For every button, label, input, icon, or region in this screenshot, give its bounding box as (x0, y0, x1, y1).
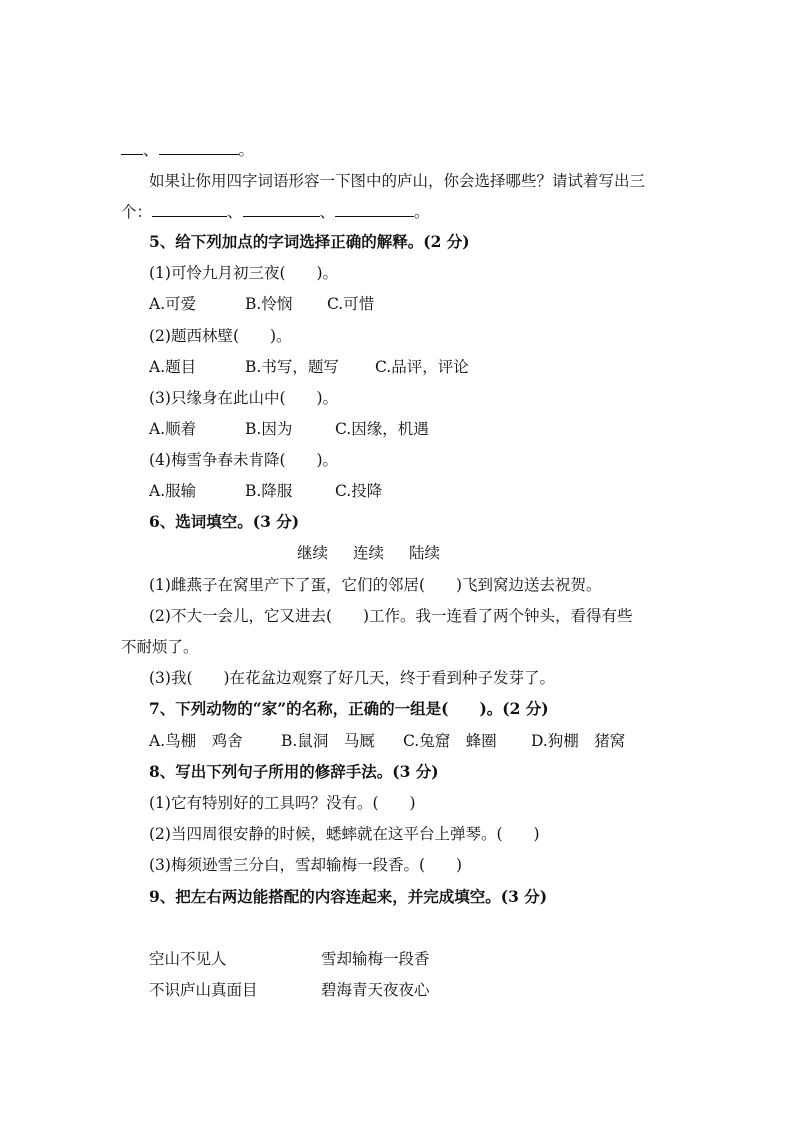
q5-item-2-options (149, 357, 469, 377)
answer-blank[interactable] (121, 140, 143, 155)
q5-item-4: (4)梅雪争春未肯降( )。 (149, 451, 339, 469)
q6-sentence-2: (2)不大一会儿，它又进去( )工作。我一连看了两个钟头，看得有些 (149, 607, 633, 625)
option-d[interactable]: D.狗棚 猪窝 (531, 732, 626, 750)
prompt-line: 如果让你用四字词语形容一下图中的庐山，你会选择哪些？请试着写出三 (149, 172, 646, 190)
option-b[interactable]: B.书写，题写 (245, 358, 339, 376)
answer-blanks-line: 个： 、 、 。 (121, 203, 430, 221)
match-left-2[interactable]: 不识庐山真面目 (149, 981, 258, 999)
option-a[interactable]: A.服输 (149, 482, 197, 500)
match-right-1[interactable]: 雪却输梅一段香 (321, 950, 430, 968)
question-9-title: 9、把左右两边能搭配的内容连起来，并完成填空。(3 分) (149, 887, 548, 906)
question-8-title: 8、写出下列句子所用的修辞手法。(3 分) (149, 762, 439, 781)
option-c[interactable]: C.兔窟 蜂圈 (403, 732, 497, 750)
q6-word-bank (297, 543, 440, 563)
option-b[interactable]: B.降服 (245, 482, 293, 500)
q5-item-1: (1)可怜九月初三夜( )。 (149, 264, 339, 282)
answer-blank[interactable] (159, 140, 239, 155)
match-right-2[interactable]: 碧海青天夜夜心 (321, 981, 430, 999)
option-c[interactable]: C.可惜 (327, 295, 375, 313)
q8-sentence-3: (3)梅须逊雪三分白，雪却输梅一段香。( ) (149, 856, 463, 874)
answer-blank[interactable] (243, 202, 320, 217)
option-a[interactable]: A.题目 (149, 358, 197, 376)
question-6-title: 6、选词填空。(3 分) (149, 512, 300, 531)
option-c[interactable]: C.品评，评论 (375, 358, 469, 376)
q8-sentence-2: (2)当四周很安静的时候，蟋蟀就在这平台上弹琴。( ) (149, 825, 540, 843)
option-c[interactable]: C.投降 (335, 482, 383, 500)
question-5-title: 5、给下列加点的字词选择正确的解释。(2 分) (149, 232, 470, 251)
option-a[interactable]: A.可爱 (149, 295, 197, 313)
option-a[interactable]: A.鸟棚 鸡舍 (149, 732, 243, 750)
q6-sentence-3: (3)我( )在花盆边观察了好几天，终于看到种子发芽了。 (149, 669, 556, 687)
answer-blanks-line: 、 。 (121, 140, 254, 160)
q6-sentence-1: (1)雌燕子在窝里产下了蛋，它们的邻居( )飞到窝边送去祝贺。 (149, 576, 602, 594)
option-b[interactable]: B.怜悯 (245, 295, 293, 313)
q8-sentence-1: (1)它有特别好的工具吗？没有。( ) (149, 794, 416, 812)
q6-sentence-2-cont: 不耐烦了。 (121, 638, 199, 656)
option-b[interactable]: B.鼠洞 马厩 (281, 732, 375, 750)
q5-item-3-options (149, 419, 429, 439)
option-a[interactable]: A.顺着 (149, 420, 197, 438)
q7-options (149, 731, 625, 751)
question-7-title: 7、下列动物的“家”的名称，正确的一组是( )。(2 分) (149, 699, 549, 718)
word-option: 连续 (353, 544, 385, 562)
q5-item-1-options (149, 294, 374, 314)
word-option: 继续 (297, 544, 329, 562)
q5-item-4-options (149, 481, 382, 501)
word-option: 陆续 (409, 544, 441, 562)
q5-item-2: (2)题西林壁( )。 (149, 327, 292, 345)
q5-item-3: (3)只缘身在此山中( )。 (149, 389, 339, 407)
option-b[interactable]: B.因为 (245, 420, 293, 438)
option-c[interactable]: C.因缘，机遇 (335, 420, 429, 438)
answer-blank[interactable] (152, 202, 227, 217)
answer-blank[interactable] (335, 202, 414, 217)
match-left-1[interactable]: 空山不见人 (149, 950, 227, 968)
